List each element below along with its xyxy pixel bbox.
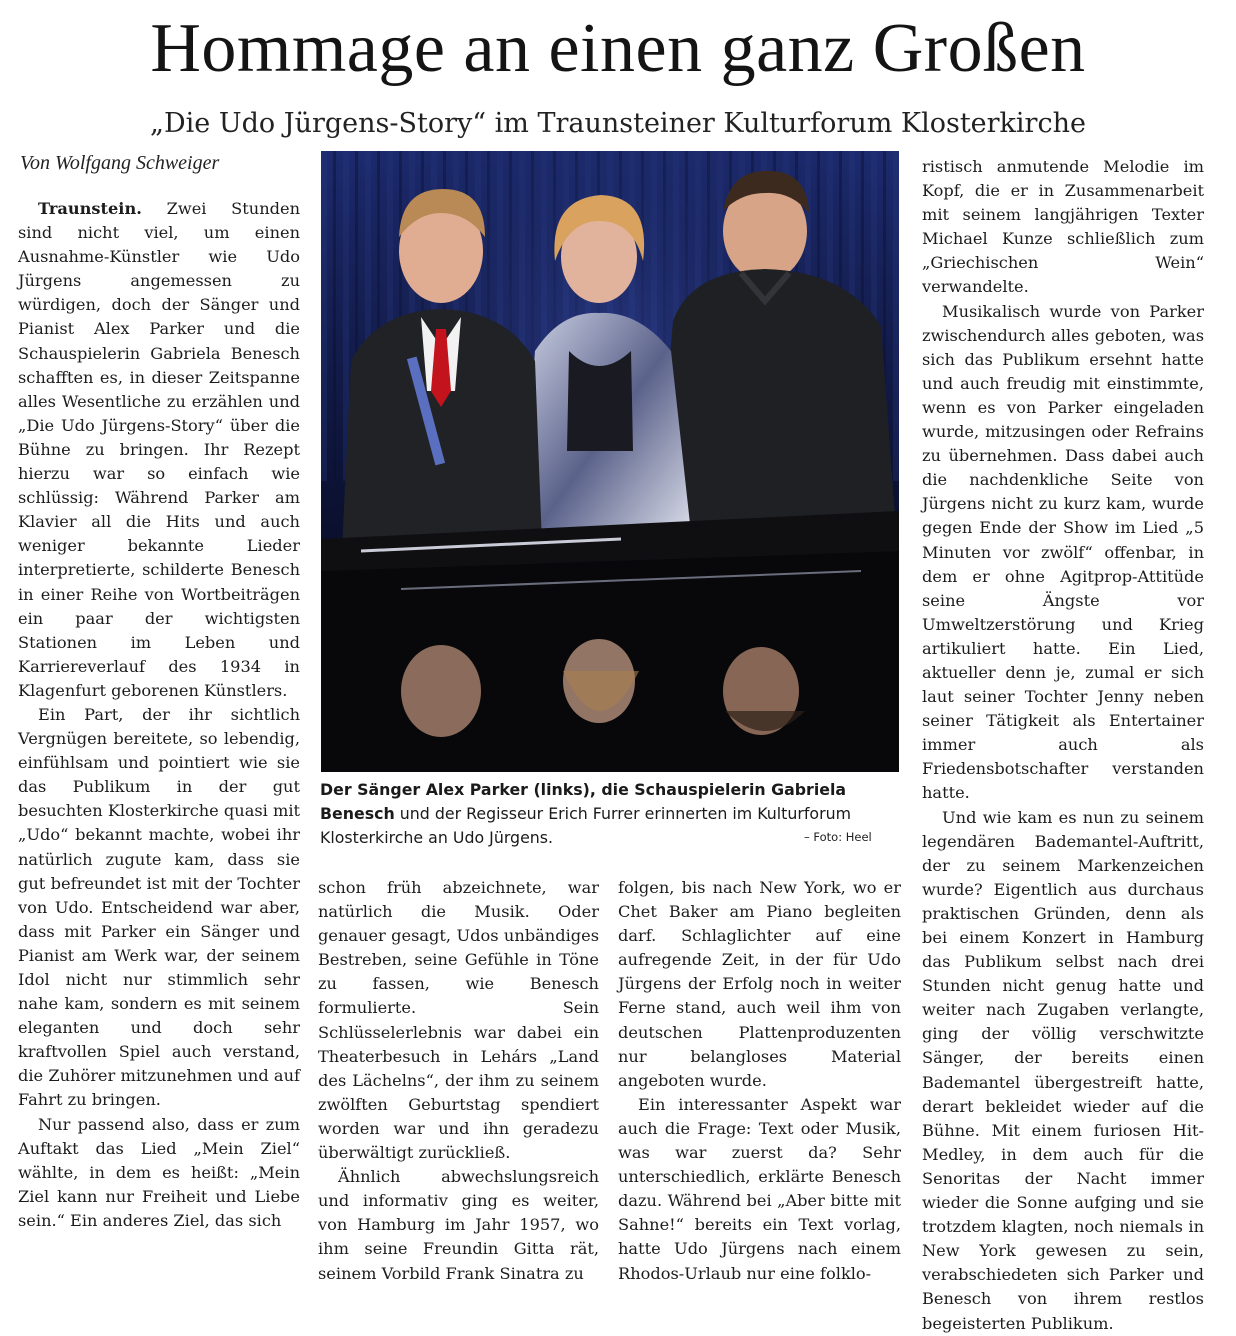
subheadline: „Die Udo Jürgens-Story“ im Traunsteiner Kulturforum Klosterkirche — [150, 108, 1086, 139]
article-column-4 — [922, 155, 1204, 1336]
paragraph: ristisch anmutende Melodie im Kopf, die er in Zusammenarbeit mit seinem langjährigen Texter Michael Kunze schließlich zum „Griechischen Wein“ verwandelte. — [922, 157, 1204, 297]
paragraph: Nur passend also, dass er zum Auftakt das Lied „Mein Ziel“ wählte, in dem es heißt: „Mein Ziel kann nur Freiheit und Liebe sein.“ Ein anderes Ziel, das sich — [18, 1114, 300, 1230]
paragraph: Ähnlich abwechslungsreich und informativ ging es weiter, von Hamburg im Jahr 1957, wo ihm seine Freundin Gitta rät, seinem Vorbild Frank Sinatra zu — [318, 1167, 599, 1283]
paragraph: Musikalisch wurde von Parker zwischendurch alles geboten, was sich das Publikum ersehnt hatte und auch freudig mit einstimmte, wenn es von Parker eingeladen wurde, mitzusingen oder Refrains zu übernehmen. Dass dabei auch die nachdenkliche Seite von Jürgens nicht zu kurz kam, wurde gegen Ende der Show im Lied „5 Minuten vor zwölf“ offenbar, in dem er ohne Agitprop-Attitüde seine Ängste vor Umweltzerstörung und Krieg artikuliert hatte. Ein Lied, aktueller denn je, zumal er sich laut seiner Tochter Jenny neben seiner Tätigkeit als Entertainer immer auch als Friedensbotschafter verstanden hatte. — [922, 301, 1204, 803]
paragraph: Und wie kam es nun zu seinem legendären Bademantel-Auftritt, der zu seinem Markenzeichen wurde? Eigentlich aus durchaus praktischen Gründen, denn als bei einem Konzert in Hamburg das Publikum selbst nach drei Stunden nicht genug hatte und weiter nach Zugaben verlangte, ging der völlig verschwitzte Sänger, der bereits einen Bademantel übergestreift hatte, derart bekleidet wieder auf die Bühne. Mit einem furiosen Hit-Medley, in dem auch für die Senoritas der Nacht immer wieder die Sonne aufging und sie trotzdem klagten, noch niemals in New York gewesen zu sein, verabschiedeten sich Parker und Benesch von ihrem restlos begeisterten Publikum. — [922, 807, 1204, 1333]
headline: Hommage an einen ganz Großen — [150, 10, 1086, 87]
byline: Von Wolfgang Schweiger — [20, 152, 220, 174]
photo-illustration — [321, 151, 899, 772]
caption-bold: Der Sänger Alex Parker (links), die Schauspielerin Gabriela Benesch — [320, 780, 847, 823]
article-photo — [321, 151, 899, 772]
paragraph-text: Zwei Stunden sind nicht viel, um einen Ausnahme-Künstler wie Udo Jürgens angemessen zu würdigen, doch der Sänger und Pianist Alex Parker und die Schauspielerin Gabriela Benesch schafften es, in dieser Zeitspanne alles Wesentliche zu erzählen und „Die Udo Jürgens-Story“ über die Bühne zu bringen. Ihr Rezept hierzu war so einfach wie schlüssig: Während Parker am Klavier all die Hits und auch weniger bekannte Lieder interpretierte, schilderte Benesch in einer Reihe von Wortbeiträgen ein paar der wichtigsten Stationen im Leben und Karriereverlauf des 1934 in Klagenfurt geborenen Künstlers. — [18, 199, 300, 700]
paragraph: Ein interessanter Aspekt war auch die Frage: Text oder Musik, was war zuerst da? Sehr unterschiedlich, erklärte Benesch dazu. Während bei „Aber bitte mit Sahne!“ bereits ein Text vorlag, hatte Udo Jürgens nach einem Rhodos-Urlaub nur eine folklo- — [618, 1094, 901, 1283]
paragraph: schon früh abzeichnete, war natürlich die Musik. Oder genauer gesagt, Udos unbändiges Bestreben, seine Gefühle in Töne zu fassen, wie Benesch formulierte. Sein Schlüsselerlebnis war dabei ein Theaterbesuch in Lehárs „Land des Lächelns“, der ihm zu seinem zwölften Geburtstag spendiert worden war und ihn geradezu überwältigt zurückließ. — [318, 878, 599, 1163]
article-column-2 — [318, 876, 599, 1286]
dateline: Traunstein. — [38, 199, 142, 218]
article-column-3 — [618, 876, 901, 1286]
paragraph — [18, 197, 300, 703]
paragraph: Ein Part, der ihr sichtlich Vergnügen bereitete, so lebendig, einfühlsam und pointiert wie sie das Publikum in der gut besuchten Klosterkirche quasi mit „Udo“ bekannt machte, wobei ihr natürlich zugute kam, dass sie gut befreundet ist mit der Tochter von Udo. Entscheidend war aber, dass mit Parker ein Sänger und Pianist am Werk war, der seinem Idol nicht nur stimmlich sehr nahe kam, sondern es mit seinem eleganten und doch sehr kraftvollen Spiel auch verstand, die Zuhörer mitzunehmen und auf Fahrt zu bringen. — [18, 704, 301, 1110]
caption-text: und der Regisseur Erich Furrer erinnerten im Kulturforum Klosterkirche an Udo Jürgens. — [320, 804, 851, 847]
paragraph: folgen, bis nach New York, wo er Chet Baker am Piano begleiten darf. Schlaglichter auf eine aufregende Zeit, in der für Udo Jürgens der Erfolg noch in weiter Ferne stand, auch weil ihm von deutschen Plattenproduzenten nur belangloses Material angeboten wurde. — [618, 878, 901, 1090]
photo-credit: – Foto: Heel — [804, 830, 872, 844]
article-column-1 — [18, 197, 300, 1233]
